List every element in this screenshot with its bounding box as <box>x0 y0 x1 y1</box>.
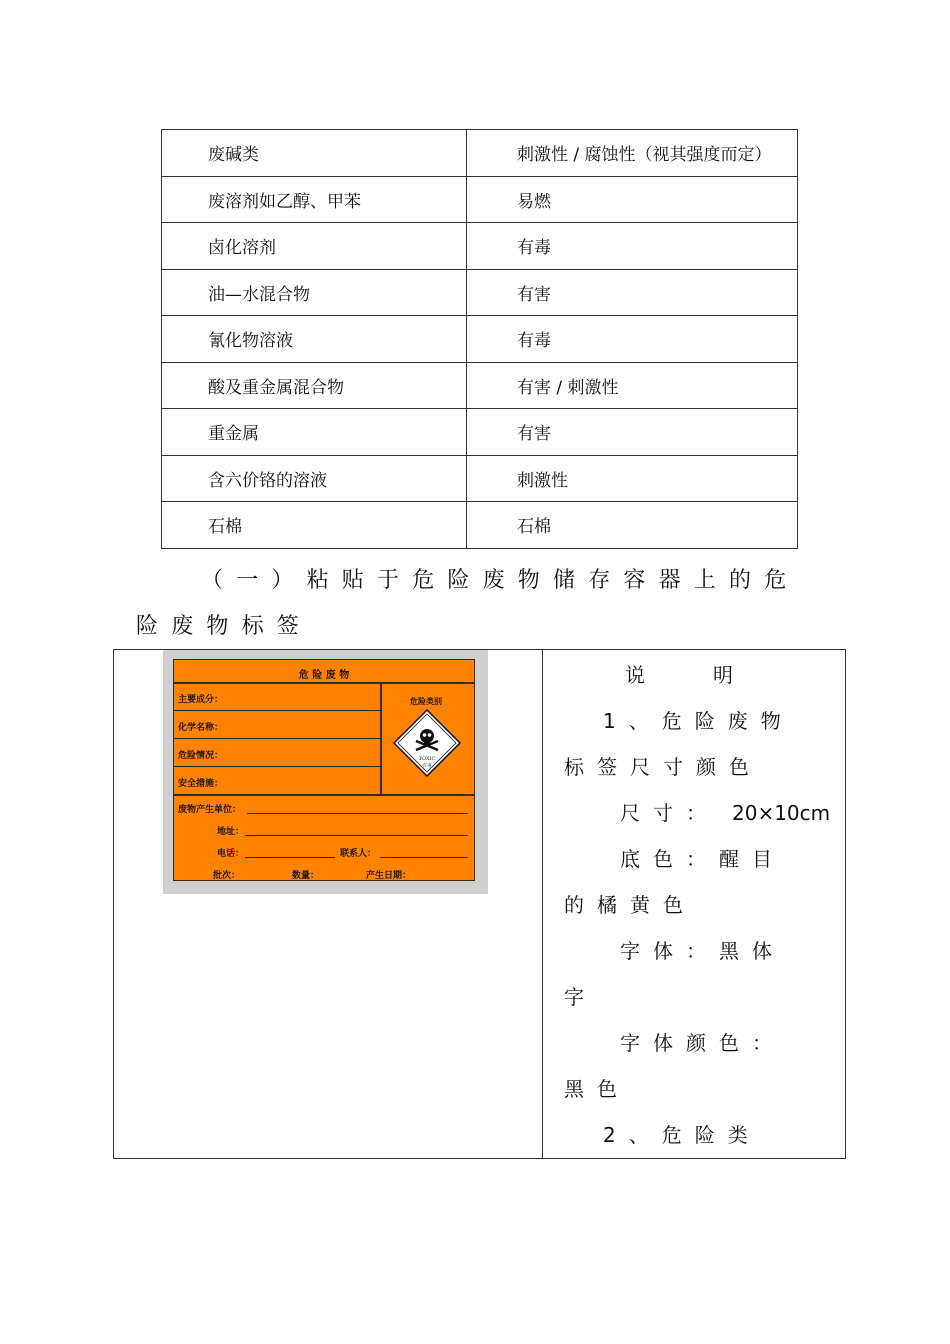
label-quantity: 数量： <box>292 871 320 881</box>
label-safety: 安全措施： <box>178 779 224 789</box>
label-fill-line <box>380 857 468 858</box>
table-row <box>162 455 798 502</box>
hazard-cell: 刺激性 <box>467 455 798 502</box>
section-heading-line1: （一）粘贴于危险废物储存容器上的危 <box>201 568 800 593</box>
desc-line: 1、危险废物 <box>603 709 794 733</box>
hazard-cell: 石棉 <box>467 502 798 549</box>
waste-type-cell: 氰化物溶液 <box>162 316 467 363</box>
desc-title: 说 明 <box>625 663 735 687</box>
waste-type-cell: 酸及重金属混合物 <box>162 362 467 409</box>
table-row <box>162 176 798 223</box>
hazard-cell: 有害 <box>467 269 798 316</box>
diamond-en-text: TOXIC <box>418 756 436 762</box>
label-bottom-divider <box>174 794 474 796</box>
label-title-divider <box>174 682 474 684</box>
waste-type-cell: 废溶剂如乙醇、甲苯 <box>162 176 467 223</box>
desc-line: 字 <box>564 985 597 1009</box>
diamond-cn-text: 有毒 <box>422 764 432 769</box>
label-row-line <box>174 710 380 711</box>
hazard-cell: 有害 / 刺激性 <box>467 362 798 409</box>
label-chemical-name: 化学名称： <box>178 723 224 733</box>
label-category: 危险类别 <box>410 697 442 706</box>
hazardous-waste-label-image <box>163 650 488 894</box>
waste-type-cell: 卤化溶剂 <box>162 223 467 270</box>
label-date: 产生日期： <box>366 871 412 881</box>
hazard-cell: 有毒 <box>467 316 798 363</box>
label-row-line <box>174 766 380 767</box>
desc-line: 黑色 <box>564 1077 630 1101</box>
table-row <box>162 130 798 177</box>
label-fill-line <box>247 813 468 814</box>
label-phone: 电话： <box>217 849 245 859</box>
desc-size-value: 20×10cm <box>732 801 831 825</box>
desc-line: 尺寸： <box>620 801 719 825</box>
waste-type-cell: 含六价铬的溶液 <box>162 455 467 502</box>
desc-line: 字体：黑体 <box>620 939 785 963</box>
waste-type-cell: 油—水混合物 <box>162 269 467 316</box>
label-batch: 批次： <box>213 871 241 881</box>
table-row <box>162 362 798 409</box>
label-address: 地址： <box>217 827 245 837</box>
toxic-diamond-icon <box>392 708 462 778</box>
label-contact: 联系人： <box>340 849 377 859</box>
label-hazard-info: 危险情况： <box>178 751 224 761</box>
waste-hazard-table <box>161 129 798 549</box>
desc-line: 标签尺寸颜色 <box>564 755 762 779</box>
table-row <box>162 269 798 316</box>
label-row-line <box>174 738 380 739</box>
label-vertical-divider <box>380 682 382 794</box>
desc-line: 字体颜色： <box>620 1031 785 1055</box>
waste-type-cell: 石棉 <box>162 502 467 549</box>
label-fill-line <box>245 857 335 858</box>
hazard-cell: 有毒 <box>467 223 798 270</box>
section-heading-line2: 险废物标签 <box>136 614 313 639</box>
desc-line: 的橘黄色 <box>564 893 696 917</box>
waste-type-cell: 重金属 <box>162 409 467 456</box>
label-producer: 废物产生单位： <box>178 805 242 815</box>
hazard-cell: 易燃 <box>467 176 798 223</box>
column-divider <box>542 650 543 1158</box>
desc-line: 2、危险类 <box>603 1123 761 1147</box>
label-main-component: 主要成分： <box>178 695 224 705</box>
table-row <box>162 316 798 363</box>
hazard-cell: 刺激性 / 腐蚀性（视其强度而定） <box>467 130 798 177</box>
hazardous-waste-label <box>173 659 475 881</box>
table-row <box>162 502 798 549</box>
table-row <box>162 409 798 456</box>
desc-line: 底色：醒目 <box>620 847 785 871</box>
label-title: 危 险 废 物 <box>298 670 350 681</box>
hazard-cell: 有害 <box>467 409 798 456</box>
table-row <box>162 223 798 270</box>
label-fill-line <box>245 835 468 836</box>
waste-type-cell: 废碱类 <box>162 130 467 177</box>
label-spec-box <box>113 649 846 1159</box>
